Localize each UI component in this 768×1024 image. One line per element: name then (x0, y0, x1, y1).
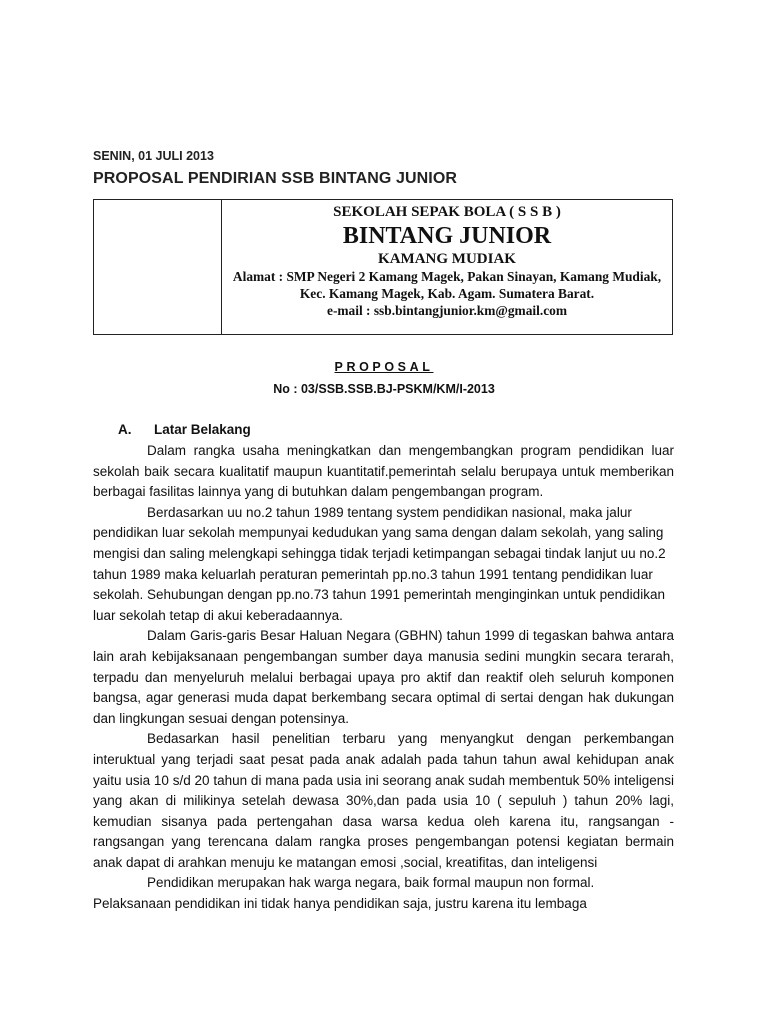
organization-type: SEKOLAH SEPAK BOLA ( S S B ) (333, 204, 561, 220)
section-a-body (93, 441, 674, 915)
document-title: PROPOSAL PENDIRIAN SSB BINTANG JUNIOR (93, 170, 458, 187)
address-line-2: Kec. Kamang Magek, Kab. Agam. Sumatera Barat. (299, 286, 595, 301)
email-address: e-mail : ssb.bintangjunior.km@gmail.com (327, 303, 567, 318)
paragraph: Pendidikan merupakan hak warga negara, baik formal maupun non formal. Pelaksanaan pendidikan ini tidak hanya pendidikan saja, justru karena itu lembaga (93, 875, 595, 912)
address-line-1: Alamat : SMP Negeri 2 Kamang Magek, Pakan Sinayan, Kamang Mudiak, (232, 269, 662, 284)
paragraph: Bedasarkan hasil penelitian terbaru yang menyangkut dengan perkembangan interuktual yang terjadi saat pesat pada anak adalah pada tahun tahun awal kehidupan anak yaitu usia 10 s/d 20 tahun di mana pada usia ini seorang anak sudah membentuk 50% inteligensi yang akan di milikinya setelah dewasa 30%,dan pada usia 10 ( sepuluh ) tahun 20% lagi, kemudian sisanya pada pertengahan dasa warsa kedua oleh karena itu, rangsangan - rangsangan yang terencana dalam rangka proses pengembangan potensi kegiatan bermain anak dapat di arahkan menuju ke matangan emosi ,social, kreatifitas, dan inteligensi (93, 731, 674, 870)
document-date: SENIN, 01 JULI 2013 (93, 149, 214, 163)
organization-place: KAMANG MUDIAK (378, 251, 516, 267)
proposal-number: No : 03/SSB.SSB.BJ-PSKM/KM/I-2013 (273, 382, 495, 396)
paragraph: Dalam Garis-garis Besar Haluan Negara (GBHN) tahun 1999 di tegaskan bahwa antara lain arah kebijaksanaan pengembangan sumber daya manusia sedini mungkin secara terarah, terpadu dan menyeluruh melalui berbagai upaya pro aktif dan reaktif oleh seluruh komponen bangsa, agar generasi muda dapat berkembang secara optimal di sertai dengan hak dukungan dan lingkungan sesuai dengan potensinya. (93, 628, 674, 726)
section-letter: A. (118, 422, 132, 437)
section-a-heading (118, 422, 251, 437)
paragraph: Berdasarkan uu no.2 tahun 1989 tentang system pendidikan nasional, maka jalur pendidikan luar sekolah mempunyai kedudukan yang sama dengan dalam sekolah, yang saling mengisi dan saling melengkapi sehingga tidak terjadi ketimpangan sebagai tindak lanjut uu no.2 tahun 1989 maka keluarlah peraturan pemerintah pp.no.3 tahun 1991 tentang pendidikan luar sekolah. Sehubungan dengan pp.no.73 tahun 1991 pemerintah menginginkan untuk pendidikan luar sekolah tetap di akui keberadaannya. (93, 504, 666, 623)
proposal-heading: PROPOSAL (334, 360, 434, 374)
letterhead-text-cell (222, 200, 672, 334)
letterhead-table (93, 199, 673, 335)
section-title: Latar Belakang (154, 422, 251, 437)
letterhead-logo-cell (94, 200, 222, 334)
paragraph: Dalam rangka usaha meningkatkan dan mengembangkan program pendidikan luar sekolah baik secara kualitatif maupun kuantitatif.pemerintah selalu berupaya untuk memberikan berbagai fasilitas lainnya yang di butuhkan dalam pengembangan program. (93, 443, 674, 500)
organization-name: BINTANG JUNIOR (342, 223, 552, 249)
